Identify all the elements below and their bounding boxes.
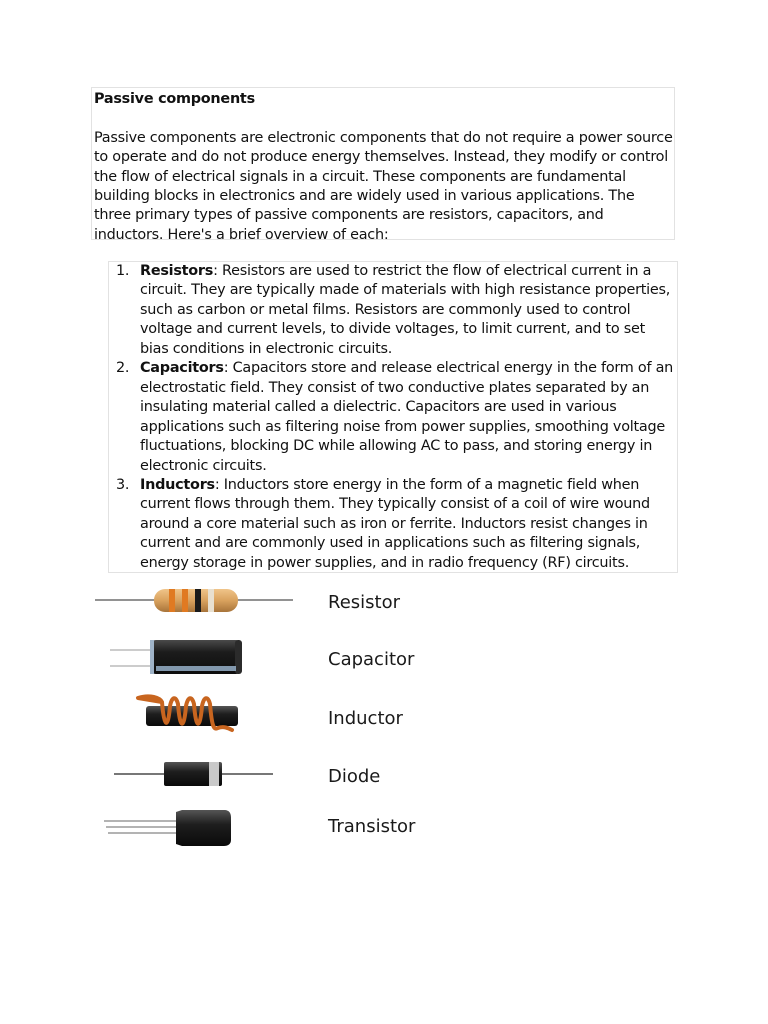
component-list	[109, 262, 677, 573]
components-figure	[90, 578, 450, 858]
intro-section	[91, 87, 675, 243]
list-term: Resistors	[140, 263, 214, 279]
list-term: Inductors	[140, 476, 215, 493]
list-description: : Resistors are used to restrict the flow of electrical current in a circuit. They are typically made of materials with high resistance properties, such as carbon or metal films. Resistors are commonly used to control voltage and current levels, to divide voltages, to limit current, and to set bias conditions in electronic circuits.	[140, 263, 671, 357]
list-number: 3.	[116, 476, 130, 493]
capacitor-label: Capacitor	[328, 649, 415, 670]
inductor-label: Inductor	[328, 708, 403, 729]
component-list-section	[108, 261, 678, 573]
transistor-icon	[104, 810, 231, 846]
list-term: Capacitors	[140, 360, 224, 377]
diode-label: Diode	[328, 766, 381, 787]
list-item-inductors	[109, 476, 677, 573]
transistor-label: Transistor	[328, 816, 416, 837]
list-item-capacitors	[109, 359, 677, 476]
inductor-icon	[138, 696, 238, 730]
list-description: : Inductors store energy in the form of a magnetic field when current flows through them. They typically consist of a coil of wire wound around a core material such as iron or ferrite. Inductors resist changes in current and are commonly used in applications such as filtering signals, energy storage in power supplies, and in radio frequency (RF) circuits.	[140, 476, 650, 571]
list-description: : Capacitors store and release electrical energy in the form of an electrostatic field. They consist of two conductive plates separated by an insulating material called a dielectric. Capacitors are used in various applications such as filtering noise from power supplies, smoothing voltage fluctuations, blocking DC while allowing AC to pass, and storing energy in electronic circuits.	[140, 360, 674, 474]
section-heading: Passive components	[94, 91, 255, 107]
capacitor-icon	[110, 640, 242, 674]
list-number: 1.	[116, 263, 130, 279]
diode-icon	[114, 762, 273, 786]
resistor-icon	[95, 589, 293, 612]
resistor-label: Resistor	[328, 592, 400, 613]
intro-paragraph: Passive components are electronic components that do not require a power source to operate and do not produce energy themselves. Instead, they modify or control the flow of electrical signals in a circuit. These components are fundamental building blocks in electronics and are widely used in various applications. The three primary types of passive components are resistors, capacitors, and inductors. Here's a brief overview of each:	[94, 129, 673, 243]
components-illustration	[90, 578, 450, 858]
list-number: 2.	[116, 360, 130, 377]
list-item-resistors	[109, 262, 677, 359]
